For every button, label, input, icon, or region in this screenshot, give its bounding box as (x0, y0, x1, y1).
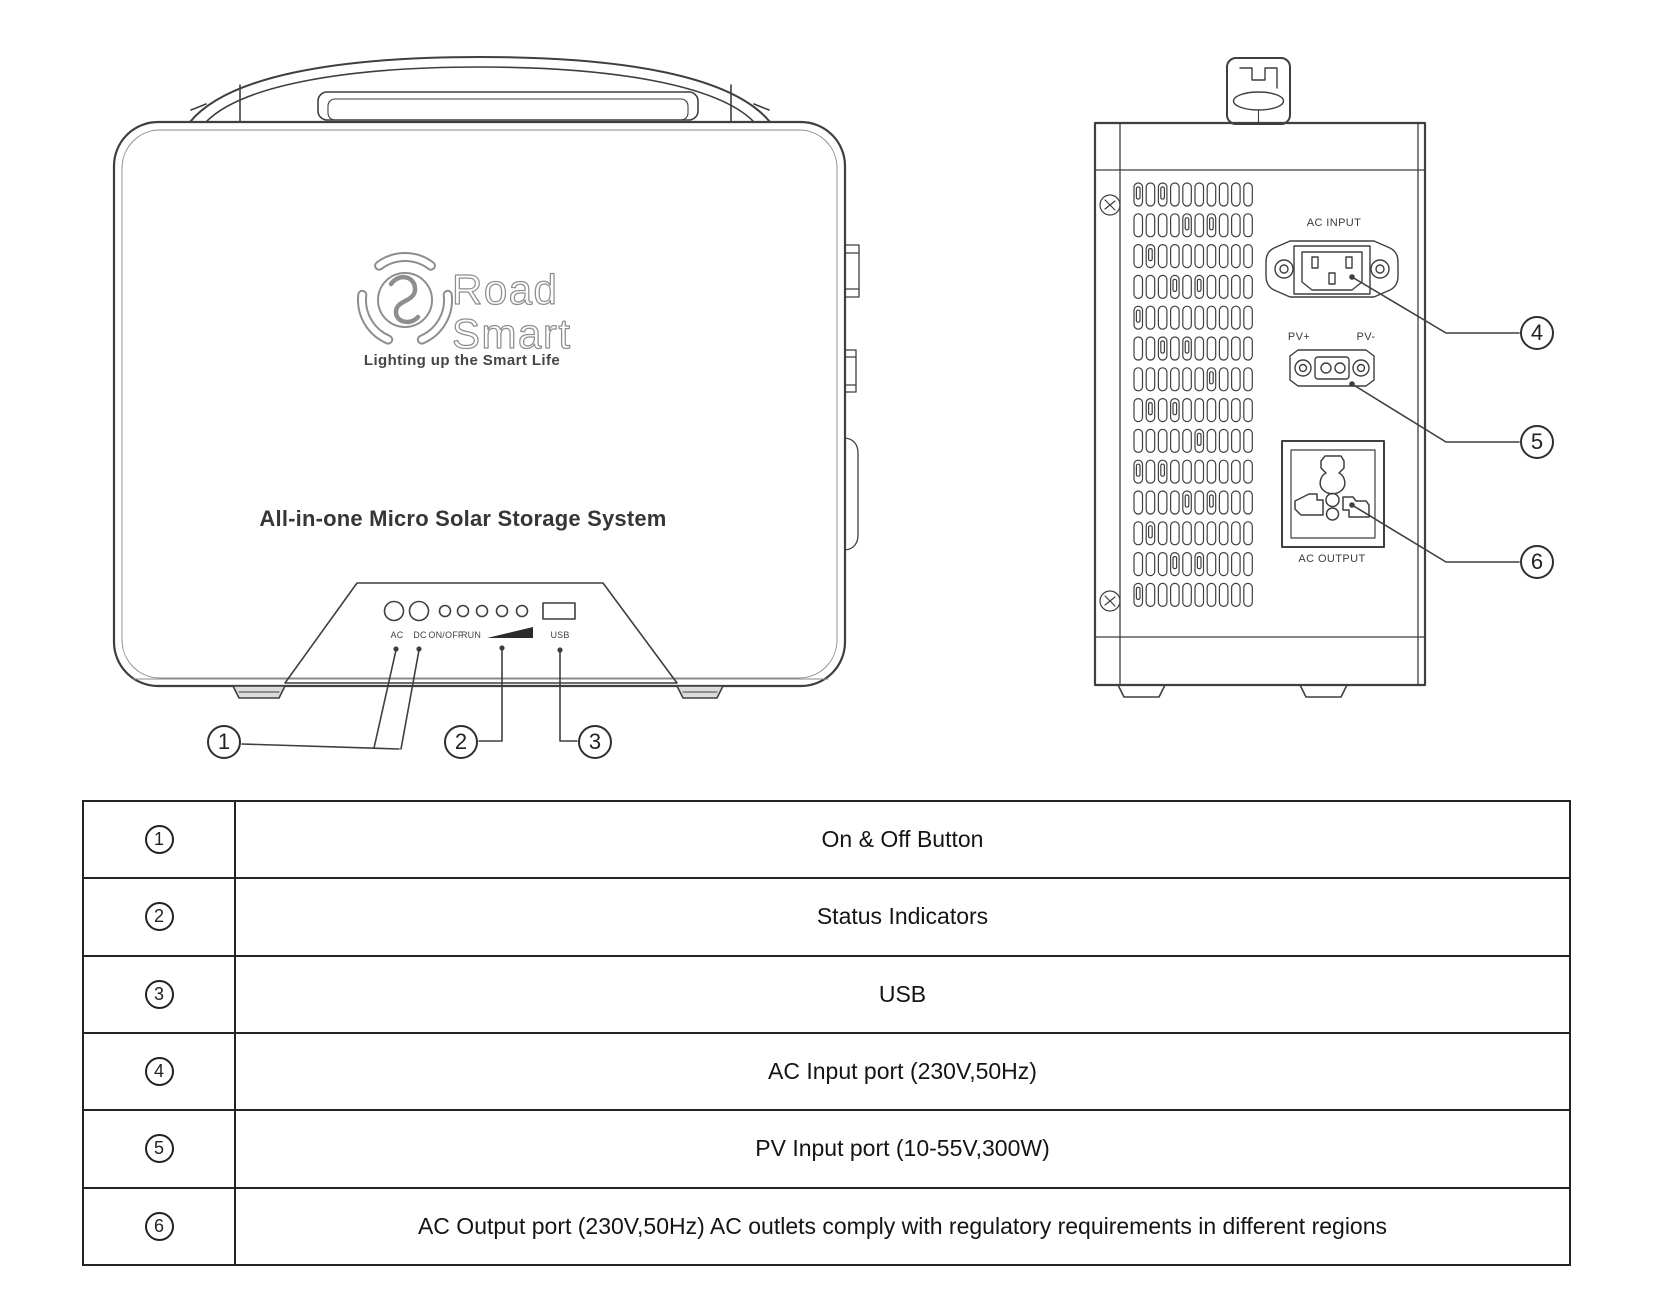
onoff-label: ON/OFF (428, 630, 464, 640)
back-body (1095, 123, 1425, 685)
legend-row-num (84, 1111, 236, 1188)
ac-led-label: AC (390, 630, 404, 640)
legend-row-num (84, 957, 236, 1034)
circled-number: 2 (145, 902, 174, 931)
status-led (497, 606, 508, 617)
pv-plus-label: PV+ (1287, 331, 1311, 343)
front-body (114, 122, 845, 686)
legend-row-desc: PV Input port (10-55V,300W) (236, 1111, 1569, 1188)
brand-line1: Road (452, 266, 559, 313)
ac-output-socket (1282, 441, 1384, 547)
ac-input-label: AC INPUT (1306, 217, 1362, 229)
legend-row-desc: AC Output port (230V,50Hz) AC outlets comply with regulatory requirements in different regions (417, 1212, 1388, 1239)
status-led (440, 606, 451, 617)
ac-input-socket (1266, 241, 1398, 297)
circled-number: 1 (145, 825, 174, 854)
legend-row-desc: On & Off Button (236, 802, 1569, 879)
back-handle-knob (1227, 58, 1290, 124)
front-feet (233, 686, 723, 698)
legend-row-num (84, 1189, 236, 1264)
status-led (517, 606, 528, 617)
callout-6: 6 (1520, 545, 1554, 579)
dc-led (410, 602, 429, 621)
legend-row-num (84, 802, 236, 879)
legend-row-desc: Status Indicators (236, 879, 1569, 956)
circled-number: 4 (145, 1057, 174, 1086)
usb-label: USB (550, 630, 570, 640)
carry-handle (190, 57, 770, 122)
callout-5: 5 (1520, 425, 1554, 459)
front-device (114, 57, 859, 698)
status-led (458, 606, 469, 617)
brand-line2: Smart (452, 310, 572, 357)
callout-2: 2 (444, 725, 478, 759)
circled-number: 5 (145, 1134, 174, 1163)
legend-table (82, 800, 1571, 1266)
legend-row-desc: AC Input port (230V,50Hz) (236, 1034, 1569, 1111)
usb-port (543, 603, 575, 619)
circled-number: 3 (145, 980, 174, 1009)
back-feet (1118, 685, 1347, 697)
product-title: All-in-one Micro Solar Storage System (259, 506, 667, 531)
ac-output-label: AC OUTPUT (1298, 553, 1366, 565)
brand-tagline: Lighting up the Smart Life (363, 352, 561, 369)
pv-minus-label: PV- (1356, 331, 1376, 343)
back-device (1095, 58, 1425, 697)
side-clips (845, 245, 859, 550)
pv-input-socket (1290, 350, 1374, 386)
legend-row-num (84, 879, 236, 956)
brand-logo-icon (362, 257, 448, 340)
legend-row-desc: USB (236, 957, 1569, 1034)
dc-led-label: DC (413, 630, 427, 640)
brand-wordmark (452, 266, 572, 357)
status-led (477, 606, 488, 617)
battery-level-wedge (487, 627, 533, 638)
callout-4: 4 (1520, 316, 1554, 350)
run-label: RUN (460, 630, 482, 640)
callout-3: 3 (578, 725, 612, 759)
callout-1: 1 (207, 725, 241, 759)
vent-grid (1134, 183, 1252, 606)
legend-row-num (84, 1034, 236, 1111)
circled-number: 6 (145, 1212, 174, 1241)
ac-led (385, 602, 404, 621)
screw-icon (1100, 195, 1120, 611)
